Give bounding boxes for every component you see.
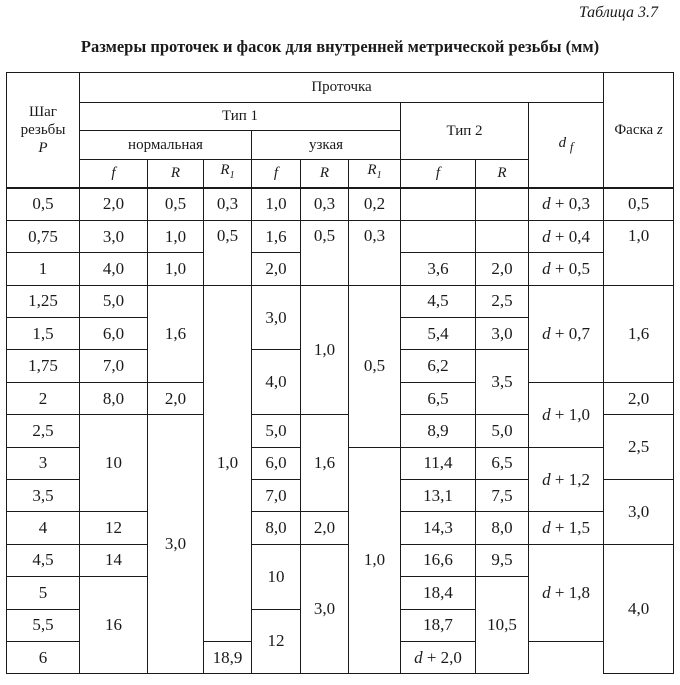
header-t1n-f: f [80, 159, 148, 188]
t2-f-cell: 14,3 [401, 512, 476, 544]
t1u-R1-cell: 0,5 [349, 285, 401, 447]
pitch-cell: 0,5 [7, 188, 80, 221]
t1n-f-cell: 12 [80, 512, 148, 544]
t1n-f-cell: 7,0 [80, 350, 148, 382]
t1n-R1-cell: 1,0 [204, 285, 252, 641]
chamfer-cell: 0,5 [604, 188, 674, 221]
t2-R-cell: 8,0 [476, 512, 529, 544]
t2-R-cell: 2,0 [476, 253, 529, 285]
t2-R-cell: 6,5 [476, 447, 529, 479]
t1n-R-cell: 1,6 [148, 285, 204, 382]
pitch-cell: 2,5 [7, 415, 80, 447]
t1u-R1-cell: 0,2 [349, 188, 401, 221]
t1u-f-cell: 6,0 [252, 447, 301, 479]
t1n-R-cell: 3,0 [148, 415, 204, 674]
t1u-R-cell: 1,0 [301, 285, 349, 415]
t1u-f-cell: 2,0 [252, 253, 301, 285]
t2-R-cell [476, 220, 529, 252]
chamfer-cell: 4,0 [604, 544, 674, 674]
t1u-f-cell: 1,6 [252, 220, 301, 252]
t1n-R-cell: 1,0 [148, 220, 204, 252]
t2-f-cell [401, 220, 476, 252]
df-cell: d + 0,7 [529, 285, 604, 382]
t1u-f-cell: 5,0 [252, 415, 301, 447]
t2-f-cell: 3,6 [401, 253, 476, 285]
t1n-R-cell: 0,5 [148, 188, 204, 221]
table-title: Размеры проточек и фасок для внутренней метрической резьбы (мм) [80, 37, 600, 56]
t1u-R1-cell: 1,0 [349, 447, 401, 674]
t2-f-cell: 11,4 [401, 447, 476, 479]
header-normal: нормальная [80, 131, 252, 160]
df-cell: d + 2,0 [401, 641, 476, 673]
pitch-cell: 1,25 [7, 285, 80, 317]
t1u-R-cell: 2,0 [301, 512, 349, 544]
t2-f-cell: 18,9 [204, 641, 252, 673]
pitch-cell: 1 [7, 253, 80, 285]
t1n-f-cell: 10 [80, 415, 148, 512]
header-df: d $_f$ [529, 102, 604, 188]
pitch-cell: 4,5 [7, 544, 80, 576]
t1u-R-cell: 1,6 [301, 415, 349, 512]
header-t1u-f: f [252, 159, 301, 188]
t1n-f-cell: 5,0 [80, 285, 148, 317]
t2-R-cell: 3,5 [476, 350, 529, 415]
t2-f-cell: 18,7 [401, 609, 476, 641]
pitch-cell: 5 [7, 577, 80, 609]
header-pitch: Шаг резьбы P [7, 73, 80, 188]
t2-R-cell: 2,5 [476, 285, 529, 317]
pitch-cell: 6 [7, 641, 80, 673]
df-cell: d + 0,5 [529, 253, 604, 285]
t1n-f-cell: 3,0 [80, 220, 148, 252]
t1u-R-cell: 3,0 [301, 544, 349, 674]
t1n-f-cell: 4,0 [80, 253, 148, 285]
t2-R-cell: 10,5 [476, 577, 529, 674]
header-undercut: Проточка [80, 73, 604, 103]
t1u-f-cell: 4,0 [252, 350, 301, 415]
t1n-f-cell: 14 [80, 544, 148, 576]
chamfer-cell: 2,0 [604, 382, 674, 414]
t1n-f-cell: 6,0 [80, 318, 148, 350]
header-t1n-R: R [148, 159, 204, 188]
pitch-cell: 3,5 [7, 480, 80, 512]
t1u-f-cell: 10 [252, 544, 301, 609]
header-t2-f: f [401, 159, 476, 188]
t1u-R1-cell: 0,3 [349, 220, 401, 285]
header-t1u-R1: $R_1$ [349, 159, 401, 188]
df-cell: d + 1,5 [529, 512, 604, 544]
thread-undercut-table [6, 72, 674, 674]
t2-f-cell: 8,9 [401, 415, 476, 447]
t1u-f-cell: 8,0 [252, 512, 301, 544]
t1u-R-cell: 0,3 [301, 188, 349, 221]
t2-f-cell: 18,4 [401, 577, 476, 609]
df-cell: d + 1,0 [529, 382, 604, 447]
t2-f-cell: 13,1 [401, 480, 476, 512]
t1n-R-cell: 1,0 [148, 253, 204, 285]
t1u-f-cell: 1,0 [252, 188, 301, 221]
pitch-cell: 2 [7, 382, 80, 414]
chamfer-cell: 3,0 [604, 480, 674, 545]
chamfer-cell: 1,0 [604, 220, 674, 285]
header-t2-R: R [476, 159, 529, 188]
header-type2: Тип 2 [401, 102, 529, 159]
t2-f-cell [401, 188, 476, 221]
header-narrow: узкая [252, 131, 401, 160]
pitch-cell: 1,5 [7, 318, 80, 350]
t1u-R-cell: 0,5 [301, 220, 349, 285]
t1n-R-cell: 2,0 [148, 382, 204, 414]
t1n-R1-cell: 0,5 [204, 220, 252, 285]
pitch-cell: 0,75 [7, 220, 80, 252]
df-cell: d + 1,2 [529, 447, 604, 512]
t2-R-cell [476, 188, 529, 221]
df-cell: d + 0,4 [529, 220, 604, 252]
t1n-R1-cell: 0,3 [204, 188, 252, 221]
df-cell: d + 1,8 [529, 544, 604, 641]
chamfer-cell: 1,6 [604, 285, 674, 382]
t2-R-cell: 7,5 [476, 480, 529, 512]
t2-R-cell: 5,0 [476, 415, 529, 447]
header-t1n-R1: $R_1$ [204, 159, 252, 188]
chamfer-cell: 2,5 [604, 415, 674, 480]
header-chamfer: Фаска z [604, 73, 674, 188]
t1u-f-cell: 7,0 [252, 480, 301, 512]
pitch-cell: 4 [7, 512, 80, 544]
header-type1: Тип 1 [80, 102, 401, 131]
pitch-cell: 3 [7, 447, 80, 479]
pitch-cell: 1,75 [7, 350, 80, 382]
t2-f-cell: 6,5 [401, 382, 476, 414]
t1u-f-cell: 3,0 [252, 285, 301, 350]
t2-f-cell: 6,2 [401, 350, 476, 382]
table-number: Таблица 3.7 [578, 4, 658, 21]
t2-f-cell: 4,5 [401, 285, 476, 317]
pitch-cell: 5,5 [7, 609, 80, 641]
t1n-f-cell: 16 [80, 577, 148, 674]
t2-f-cell: 5,4 [401, 318, 476, 350]
t2-f-cell: 16,6 [401, 544, 476, 576]
t1n-f-cell: 2,0 [80, 188, 148, 221]
t1n-f-cell: 8,0 [80, 382, 148, 414]
t2-R-cell: 3,0 [476, 318, 529, 350]
t2-R-cell: 9,5 [476, 544, 529, 576]
df-cell: d + 0,3 [529, 188, 604, 221]
header-t1u-R: R [301, 159, 349, 188]
t1u-f-cell: 12 [252, 609, 301, 674]
